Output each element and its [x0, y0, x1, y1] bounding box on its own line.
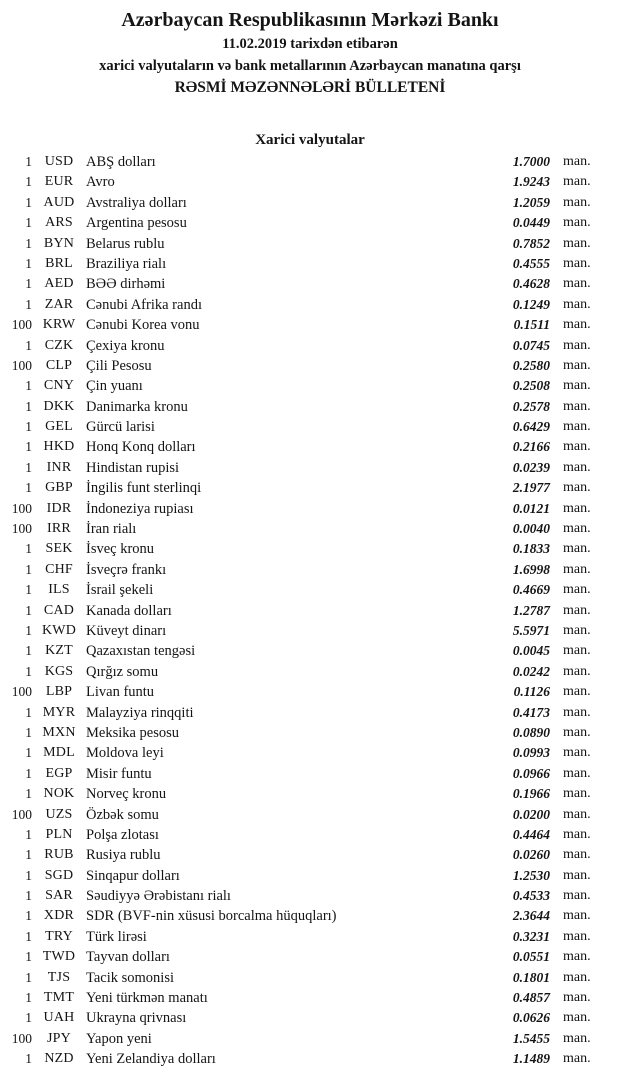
currency-rate: 0.0745 — [512, 337, 550, 353]
unit-label: man. — [563, 276, 591, 292]
unit-label: man. — [563, 541, 591, 557]
currency-rate: 0.1249 — [512, 296, 550, 312]
currency-quantity: 1 — [25, 622, 32, 638]
currency-code: BYN — [43, 235, 75, 251]
currency-name: Çin yuanı — [86, 378, 143, 395]
currency-rate: 0.0040 — [512, 521, 550, 537]
currency-name: Polşa zlotası — [86, 826, 159, 843]
currency-rate: 0.1801 — [512, 969, 550, 985]
unit-label: man. — [563, 1010, 591, 1026]
currency-quantity: 1 — [25, 1051, 32, 1067]
currency-rate: 1.2787 — [512, 602, 550, 618]
currency-rate: 2.3644 — [512, 908, 550, 924]
currency-quantity: 1 — [25, 215, 32, 231]
currency-row — [6, 988, 598, 1008]
currency-rate: 1.6998 — [512, 561, 550, 577]
currency-rate: 0.4464 — [512, 826, 550, 842]
currency-name: Özbək somu — [86, 806, 159, 823]
unit-label: man. — [563, 357, 591, 373]
currency-code: EUR — [44, 174, 74, 190]
currency-quantity: 100 — [11, 521, 32, 537]
currency-rate: 0.7852 — [512, 235, 550, 251]
currency-row — [6, 764, 598, 784]
currency-rate: 0.0966 — [512, 765, 550, 781]
currency-name: İsveçrə frankı — [86, 561, 167, 578]
currency-name: Tayvan dolları — [86, 949, 170, 966]
currency-code: DKK — [43, 398, 75, 414]
currency-row — [6, 580, 598, 600]
currency-code: TJS — [47, 969, 71, 985]
currency-rate: 0.0551 — [512, 949, 550, 965]
currency-name: Argentina pesosu — [86, 215, 187, 232]
unit-label: man. — [563, 521, 591, 537]
unit-label: man. — [563, 480, 591, 496]
currency-code: XDR — [43, 908, 75, 924]
section-title: Xarici valyutalar — [255, 132, 365, 148]
unit-label: man. — [563, 990, 591, 1006]
currency-code: JPY — [47, 1030, 71, 1046]
currency-rate: 0.0890 — [512, 724, 550, 740]
currency-rate: 0.0200 — [512, 806, 550, 822]
currency-quantity: 1 — [25, 663, 32, 679]
currency-rate: 0.0045 — [512, 643, 550, 659]
currency-row — [6, 927, 598, 947]
currency-row — [6, 723, 598, 743]
unit-label: man. — [563, 704, 591, 720]
currency-quantity: 1 — [25, 704, 32, 720]
currency-code: ILS — [48, 582, 70, 598]
currency-name: Tacik somonisi — [86, 969, 174, 986]
unit-label: man. — [563, 847, 591, 863]
currency-code: INR — [46, 459, 72, 475]
currency-rate: 0.2166 — [512, 439, 550, 455]
currency-code: EGP — [45, 765, 73, 781]
currency-code: RUB — [44, 847, 74, 863]
currency-row — [6, 254, 598, 274]
unit-label: man. — [563, 765, 591, 781]
currency-quantity: 1 — [25, 480, 32, 496]
currency-code: TWD — [42, 949, 76, 965]
currency-row — [6, 947, 598, 967]
currency-quantity: 1 — [25, 582, 32, 598]
currency-row — [6, 274, 598, 294]
currency-quantity: 1 — [25, 969, 32, 985]
currency-row — [6, 458, 598, 478]
unit-label: man. — [563, 806, 591, 822]
currency-quantity: 1 — [25, 398, 32, 414]
unit-label: man. — [563, 724, 591, 740]
currency-rate: 1.2530 — [512, 867, 550, 883]
currency-rate: 0.1126 — [513, 684, 550, 700]
unit-label: man. — [563, 888, 591, 904]
currency-rate: 1.5455 — [512, 1030, 550, 1046]
currency-code: SGD — [44, 867, 74, 883]
currency-code: AUD — [43, 194, 75, 210]
currency-code: USD — [44, 154, 74, 169]
currency-code: CZK — [44, 337, 74, 353]
currency-row — [6, 336, 598, 356]
currency-row — [6, 315, 598, 335]
currency-name: Cənubi Afrika randı — [86, 296, 202, 313]
currency-row — [6, 213, 598, 233]
currency-quantity: 1 — [25, 826, 32, 842]
currency-row — [6, 682, 598, 702]
currency-name: Yeni türkmən manatı — [86, 990, 208, 1007]
currency-code: UAH — [43, 1010, 75, 1026]
currency-rate: 0.4533 — [512, 888, 550, 904]
currency-code: ARS — [45, 215, 73, 231]
currency-quantity: 1 — [25, 439, 32, 455]
currency-name: İran rialı — [86, 521, 137, 538]
unit-label: man. — [563, 439, 591, 455]
currency-code: KZT — [45, 643, 73, 659]
currency-quantity: 1 — [25, 235, 32, 251]
currency-row — [6, 743, 598, 763]
currency-code: SAR — [45, 888, 73, 904]
unit-label: man. — [563, 602, 591, 618]
currency-rate: 0.3231 — [512, 928, 550, 944]
currency-code: HKD — [43, 439, 75, 455]
currency-row — [6, 234, 598, 254]
currency-code: KRW — [42, 317, 76, 333]
unit-label: man. — [563, 174, 591, 190]
currency-name: SDR (BVF-nin xüsusi borcalma hüquqları) — [86, 908, 337, 925]
currency-row — [6, 397, 598, 417]
currency-name: Livan funtu — [86, 684, 155, 701]
currency-row — [6, 1049, 598, 1069]
unit-label: man. — [563, 317, 591, 333]
currency-name: İsveç kronu — [86, 541, 155, 558]
unit-label: man. — [563, 969, 591, 985]
unit-label: man. — [563, 1051, 591, 1067]
currency-code: MDL — [43, 745, 75, 761]
currency-name: Çili Pesosu — [86, 357, 152, 374]
currency-name: Moldova leyi — [86, 745, 164, 762]
currency-quantity: 1 — [25, 949, 32, 965]
currency-row — [6, 193, 598, 213]
currency-row — [6, 376, 598, 396]
currency-quantity: 1 — [25, 154, 32, 169]
currency-code: SEK — [45, 541, 73, 557]
currency-rate: 0.2580 — [512, 357, 550, 373]
currency-quantity: 1 — [25, 888, 32, 904]
currency-quantity: 1 — [25, 337, 32, 353]
currency-row — [6, 1029, 598, 1049]
currency-row — [6, 866, 598, 886]
currency-name: Qırğız somu — [86, 663, 159, 680]
currency-code: MXN — [42, 724, 76, 740]
unit-label: man. — [563, 296, 591, 312]
currency-row — [6, 784, 598, 804]
unit-label: man. — [563, 194, 591, 210]
currency-quantity: 100 — [11, 806, 32, 822]
currency-code: NZD — [44, 1051, 74, 1067]
currency-rate: 0.2578 — [512, 398, 550, 414]
unit-label: man. — [563, 786, 591, 802]
currency-quantity: 100 — [11, 317, 32, 333]
scope-line: xarici valyutaların və bank metallarının Azərbaycan manatına qarşı — [99, 58, 521, 74]
currency-name: Türk lirəsi — [86, 928, 147, 945]
currency-name: Qazaxıstan tengəsi — [86, 643, 196, 660]
unit-label: man. — [563, 582, 591, 598]
currency-row — [6, 1008, 598, 1028]
currency-rate: 0.0626 — [512, 1010, 550, 1026]
currency-name: Gürcü larisi — [86, 419, 155, 436]
currency-code: TMT — [43, 990, 75, 1006]
unit-label: man. — [563, 867, 591, 883]
currency-quantity: 100 — [11, 684, 32, 700]
currency-quantity: 1 — [25, 194, 32, 210]
currency-code: PLN — [45, 826, 73, 842]
currency-row — [6, 805, 598, 825]
currency-quantity: 100 — [11, 357, 32, 373]
currency-quantity: 1 — [25, 296, 32, 312]
unit-label: man. — [563, 622, 591, 638]
currency-row — [6, 968, 598, 988]
currency-name: İngilis funt sterlinqi — [86, 480, 202, 497]
currency-name: Braziliya rialı — [86, 255, 167, 272]
effective-date-line: 11.02.2019 tarixdən etibarən — [222, 36, 398, 52]
unit-label: man. — [563, 337, 591, 353]
currency-name: Hindistan rupisi — [86, 459, 180, 476]
currency-quantity: 1 — [25, 459, 32, 475]
currency-name: Misir funtu — [86, 765, 152, 782]
currency-name: Cənubi Korea vonu — [86, 317, 200, 334]
currency-row — [6, 417, 598, 437]
currency-code: KWD — [41, 622, 77, 638]
currency-rate: 0.1511 — [513, 317, 550, 333]
currency-quantity: 1 — [25, 928, 32, 944]
currency-rate: 2.1977 — [512, 480, 550, 496]
currency-rate: 1.9243 — [512, 174, 550, 190]
currency-code: TRY — [45, 928, 73, 944]
currency-code: CHF — [45, 561, 73, 577]
currency-name: Honq Konq dolları — [86, 439, 196, 456]
currency-quantity: 1 — [25, 990, 32, 1006]
currency-rate: 0.4555 — [512, 255, 550, 271]
currency-name: ABŞ dolları — [86, 154, 156, 170]
currency-quantity: 1 — [25, 255, 32, 271]
currency-code: UZS — [45, 806, 73, 822]
currency-quantity: 1 — [25, 786, 32, 802]
currency-rate: 1.7000 — [512, 154, 550, 169]
currency-rate: 0.2508 — [512, 378, 550, 394]
currency-rate: 0.6429 — [512, 419, 550, 435]
currency-row — [6, 437, 598, 457]
currency-rate: 0.0449 — [512, 215, 550, 231]
currency-row — [6, 539, 598, 559]
bulletin-title: RƏSMİ MƏZƏNNƏLƏRİ BÜLLETENİ — [174, 79, 446, 96]
currency-quantity: 1 — [25, 602, 32, 618]
currency-quantity: 1 — [25, 847, 32, 863]
currency-name: Danimarka kronu — [86, 398, 188, 415]
currency-rate: 0.4669 — [512, 582, 550, 598]
currency-rate: 0.0242 — [512, 663, 550, 679]
currency-name: Yapon yeni — [86, 1030, 152, 1047]
currency-quantity: 1 — [25, 745, 32, 761]
currency-row — [6, 356, 598, 376]
unit-label: man. — [563, 745, 591, 761]
currency-quantity: 1 — [25, 643, 32, 659]
currency-code: GBP — [45, 480, 73, 496]
currency-rate: 0.1966 — [512, 786, 550, 802]
currency-name: Avro — [86, 174, 115, 191]
unit-label: man. — [563, 1030, 591, 1046]
unit-label: man. — [563, 235, 591, 251]
unit-label: man. — [563, 684, 591, 700]
currency-name: Yeni Zelandiya dolları — [86, 1051, 216, 1068]
currency-row — [6, 478, 598, 498]
currency-name: Belarus rublu — [86, 235, 165, 252]
unit-label: man. — [563, 928, 591, 944]
unit-label: man. — [563, 949, 591, 965]
currency-quantity: 100 — [11, 500, 32, 516]
currency-quantity: 1 — [25, 1010, 32, 1026]
currency-name: Səudiyyə Ərəbistanı rialı — [86, 888, 231, 905]
currency-row — [6, 499, 598, 519]
currency-name: Sinqapur dolları — [86, 867, 180, 884]
currency-rate: 0.0121 — [512, 500, 550, 516]
currency-row — [6, 825, 598, 845]
currency-name: İsrail şekeli — [86, 582, 154, 599]
currency-name: Avstraliya dolları — [86, 194, 187, 211]
currency-quantity: 1 — [25, 378, 32, 394]
currency-code: ZAR — [44, 296, 74, 312]
currency-quantity: 1 — [25, 908, 32, 924]
unit-label: man. — [563, 459, 591, 475]
currency-name: BƏƏ dirhəmi — [86, 276, 166, 293]
currency-row — [6, 621, 598, 641]
currency-rate: 1.1489 — [512, 1051, 550, 1067]
currency-row — [6, 295, 598, 315]
currency-quantity: 1 — [25, 724, 32, 740]
currency-row — [6, 906, 598, 926]
currency-code: CLP — [45, 357, 73, 373]
currency-code: MYR — [42, 704, 76, 720]
unit-label: man. — [563, 826, 591, 842]
currency-quantity: 100 — [11, 1030, 32, 1046]
currency-row — [6, 560, 598, 580]
currency-code: BRL — [45, 255, 73, 271]
currency-name: Ukrayna qrivnası — [86, 1010, 187, 1027]
unit-label: man. — [563, 500, 591, 516]
currency-rate: 0.0239 — [512, 459, 550, 475]
bulletin-header — [0, 8, 620, 99]
currency-row — [6, 519, 598, 539]
currency-quantity: 1 — [25, 174, 32, 190]
currency-rate: 0.0260 — [512, 847, 550, 863]
currency-name: Çexiya kronu — [86, 337, 165, 354]
currency-name: Malayziya rinqqiti — [86, 704, 194, 721]
currency-rate: 0.4628 — [512, 276, 550, 292]
currency-rate: 1.2059 — [512, 194, 550, 210]
currency-code: IDR — [46, 500, 72, 516]
currency-code: IRR — [47, 521, 71, 537]
unit-label: man. — [563, 561, 591, 577]
currency-row — [6, 641, 598, 661]
currency-row — [6, 662, 598, 682]
currency-quantity: 1 — [25, 867, 32, 883]
unit-label: man. — [563, 215, 591, 231]
currency-row — [6, 152, 598, 172]
currency-code: KGS — [44, 663, 74, 679]
currency-name: Kanada dolları — [86, 602, 172, 619]
currency-quantity: 1 — [25, 419, 32, 435]
currency-row — [6, 172, 598, 192]
currency-code: CNY — [43, 378, 75, 394]
bank-title: Azərbaycan Respublikasının Mərkəzi Bankı — [121, 9, 499, 31]
unit-label: man. — [563, 663, 591, 679]
currency-name: İndoneziya rupiası — [86, 500, 194, 517]
unit-label: man. — [563, 398, 591, 414]
unit-label: man. — [563, 378, 591, 394]
currency-name: Küveyt dinarı — [86, 622, 167, 639]
currency-rate: 0.4857 — [512, 990, 550, 1006]
currency-quantity: 1 — [25, 765, 32, 781]
unit-label: man. — [563, 154, 591, 169]
currency-rate: 0.0993 — [512, 745, 550, 761]
unit-label: man. — [563, 643, 591, 659]
unit-label: man. — [563, 908, 591, 924]
currency-row — [6, 886, 598, 906]
currency-row — [6, 845, 598, 865]
exchange-rates-table — [0, 152, 620, 1070]
currency-rate: 0.1833 — [512, 541, 550, 557]
currency-rate: 5.5971 — [512, 622, 550, 638]
currency-name: Norveç kronu — [86, 786, 167, 803]
unit-label: man. — [563, 255, 591, 271]
currency-row — [6, 601, 598, 621]
currency-code: LBP — [45, 684, 73, 700]
currency-quantity: 1 — [25, 561, 32, 577]
currency-quantity: 1 — [25, 541, 32, 557]
currency-code: GEL — [45, 419, 73, 435]
unit-label: man. — [563, 419, 591, 435]
currency-row — [6, 703, 598, 723]
currency-rate: 0.4173 — [512, 704, 550, 720]
currency-code: CAD — [43, 602, 75, 618]
currency-name: Rusiya rublu — [86, 847, 161, 864]
currency-code: AED — [44, 276, 74, 292]
currency-quantity: 1 — [25, 276, 32, 292]
currency-code: NOK — [43, 786, 75, 802]
currency-name: Meksika pesosu — [86, 724, 180, 741]
